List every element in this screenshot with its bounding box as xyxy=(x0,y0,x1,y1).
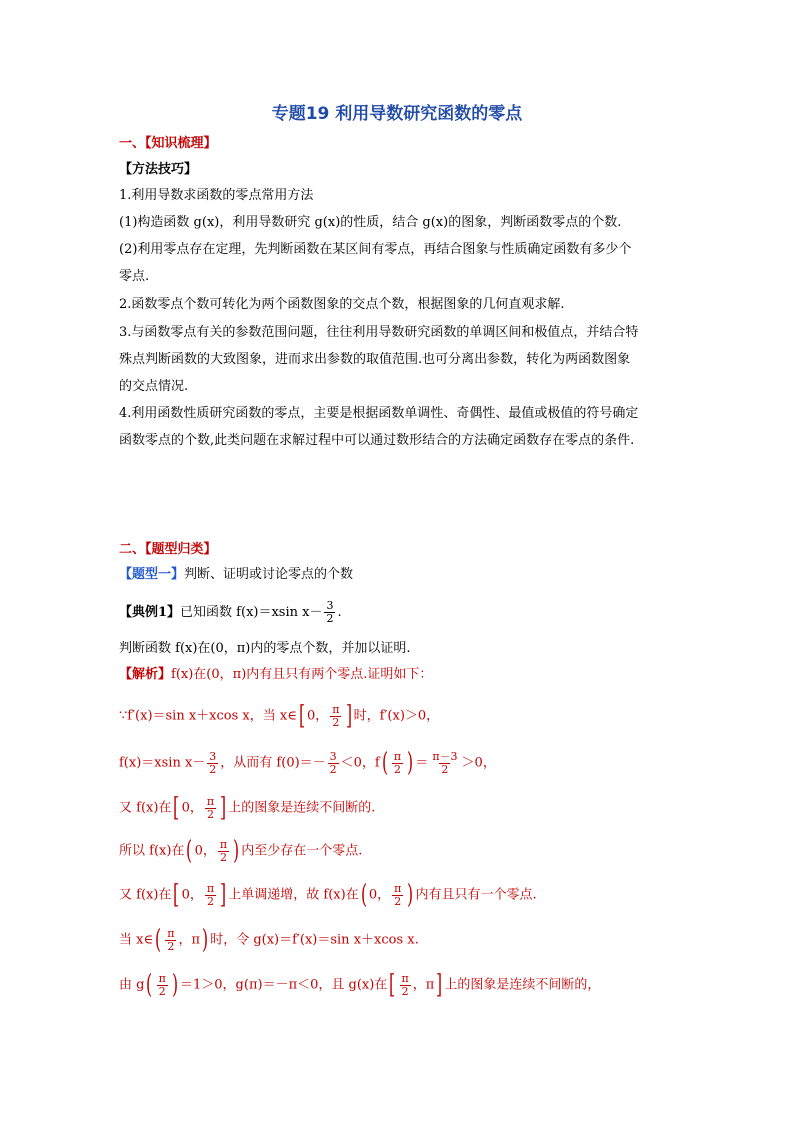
question-line: 判断函数 f(x)在(0，π)内的零点个数，并加以证明. xyxy=(119,641,411,656)
proof-line-3: 又 f(x)在[ 0， $\frac{\pi}{2}$ ] 上的图象是连续不间断的. xyxy=(119,793,376,823)
method-line: 3.与函数零点有关的参数范围问题，往往利用导数研究函数的单调区间和极值点，并结合特 xyxy=(119,325,639,340)
analysis-text: f(x)在(0，π)内有且只有两个零点.证明如下： xyxy=(171,667,433,682)
method-line: 函数零点的个数,此类问题在求解过程中可以通过数形结合的方法确定函数存在零点的条件. xyxy=(119,433,635,448)
example-tag: 【典例1】 xyxy=(119,605,181,620)
proof-line-4: 所以 f(x)在( 0， $\frac{\pi}{2}$ ) 内至少存在一个零点. xyxy=(119,836,363,866)
section-heading-types: 二、【题型归类】 xyxy=(119,542,217,557)
method-line: 1.利用导数求函数的零点常用方法 xyxy=(119,188,314,203)
method-line: 零点. xyxy=(119,269,150,284)
method-heading: 【方法技巧】 xyxy=(119,162,198,177)
fraction: $\frac{3}{2}$ xyxy=(326,599,334,625)
method-line: 的交点情况. xyxy=(119,379,189,394)
type1-text: 判断、证明或讨论零点的个数 xyxy=(184,567,354,582)
example-line: 【典例1】已知函数 f(x)＝xsin x－ $\frac{3}{2}$ . xyxy=(119,599,342,625)
type1-line xyxy=(119,566,353,584)
method-line: 殊点判断函数的大致图象，进而求出参数的取值范围.也可分离出参数，转化为两函数图象 xyxy=(119,352,631,367)
analysis-line xyxy=(119,666,432,684)
example-text: 已知函数 f(x)＝xsin x－ xyxy=(180,605,323,620)
proof-line-1: ∵f′(x)＝sin x＋xcos x，当 x∈[ 0， $\frac{\pi}{2}$ ] 时，f′(x)＞0， xyxy=(119,701,440,731)
method-line: (1)构造函数 g(x)，利用导数研究 g(x)的性质，结合 g(x)的图象，判断函数零点的个数. xyxy=(119,215,622,230)
proof-line-2: f(x)＝xsin x－ $\frac{3}{2}$ ，从而有 f(0)＝－ $\frac{3}{2}$ ＜0，f( $\frac{\pi}{2}$ ) ＝ $\frac{\pi-3}{2}$ ＞0， xyxy=(119,748,496,778)
method-line: 2.函数零点个数可转化为两个函数图象的交点个数，根据图象的几何直观求解. xyxy=(119,297,565,312)
type1-tag: 【题型一】 xyxy=(119,567,185,582)
proof-line-7: 由 g( $\frac{\pi}{2}$ ) ＝1＞0，g(π)＝－π＜0，且 g(x)在[ $\frac{\pi}{2}$ ，π] 上的图象是连续不间断的， xyxy=(119,970,601,1000)
analysis-tag: 【解析】 xyxy=(119,667,172,682)
section-heading-knowledge: 一、【知识梳理】 xyxy=(119,136,217,151)
method-line: 4.利用函数性质研究函数的零点，主要是根据函数单调性、奇偶性、最值或极值的符号确定 xyxy=(119,406,639,421)
proof-line-5: 又 f(x)在[ 0， $\frac{\pi}{2}$ ] 上单调递增，故 f(x)在( 0， $\frac{\pi}{2}$ ) 内有且只有一个零点. xyxy=(119,880,537,910)
method-line: (2)利用零点存在定理，先判断函数在某区间有零点，再结合图象与性质确定函数有多少个 xyxy=(119,242,632,257)
page-title: 专题19 利用导数研究函数的零点 xyxy=(271,104,523,124)
proof-line-6: 当 x∈( $\frac{\pi}{2}$ ，π) 时，令 g(x)＝f′(x)＝sin x＋xcos x. xyxy=(119,925,419,955)
